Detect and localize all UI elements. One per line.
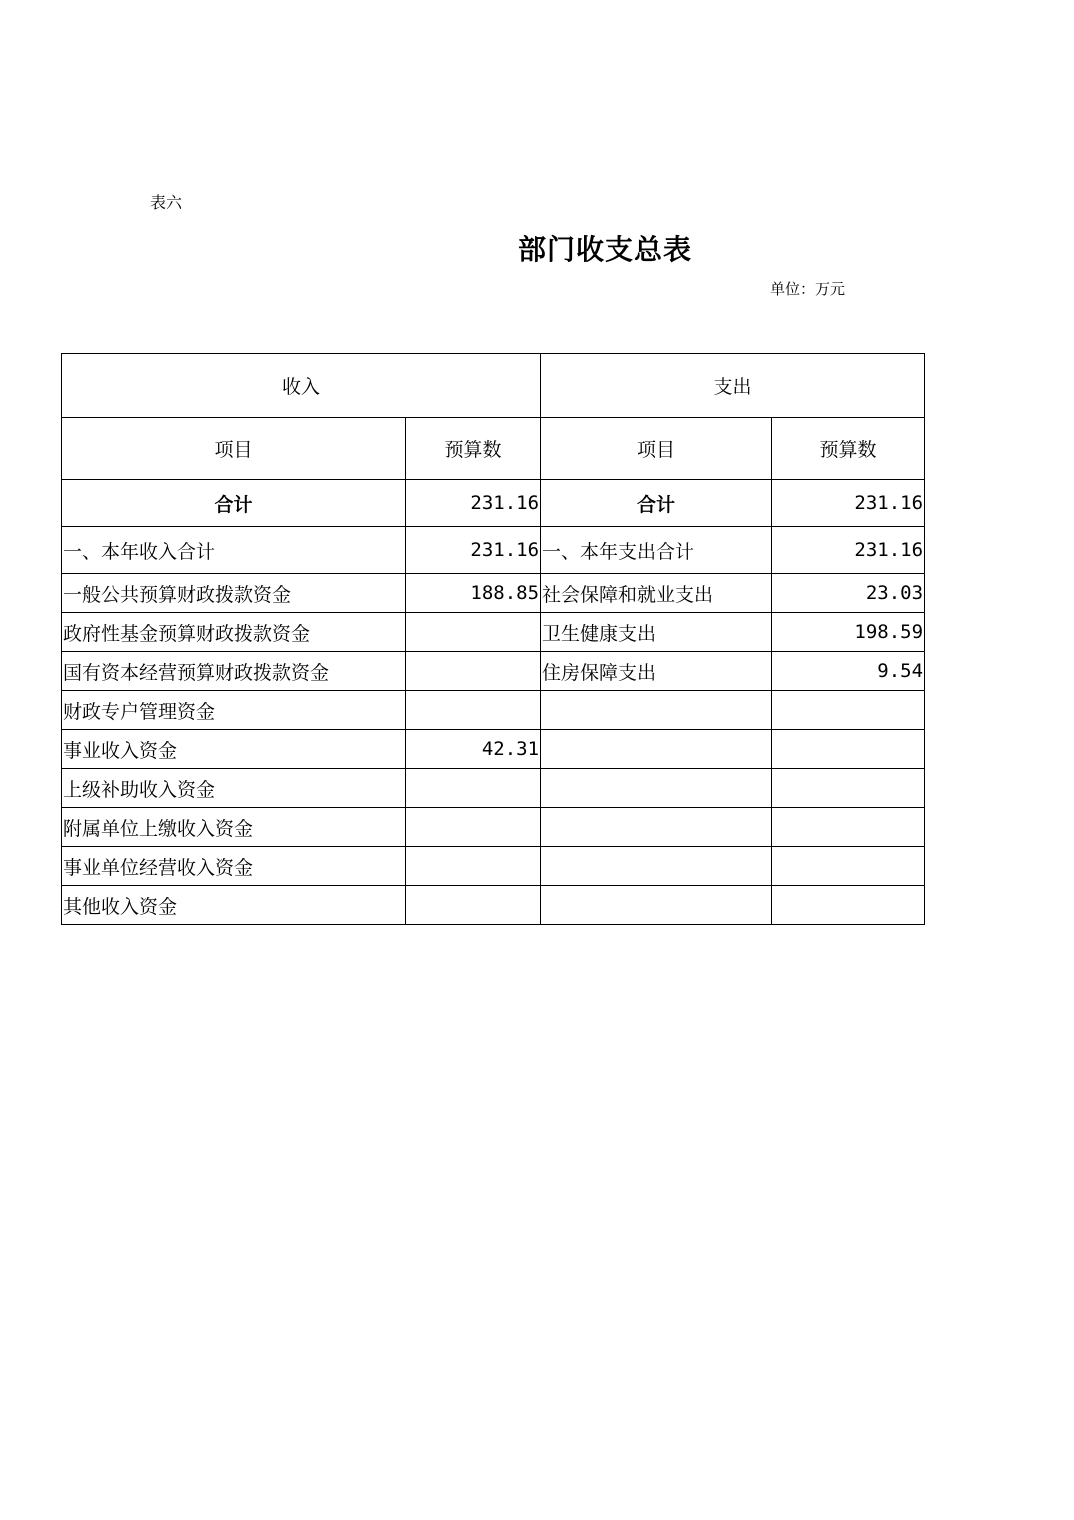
- income-value: [406, 613, 541, 652]
- income-item: 附属单位上缴收入资金: [62, 808, 406, 847]
- expense-item: [541, 886, 772, 925]
- expense-section-header: 支出: [541, 354, 925, 418]
- table-row: [62, 808, 925, 847]
- unit-label: 单位：万元: [770, 280, 846, 298]
- table-row: [62, 527, 925, 574]
- expense-value: 23.03: [772, 574, 925, 613]
- income-item: 国有资本经营预算财政拨款资金: [62, 652, 406, 691]
- expense-item: 社会保障和就业支出: [541, 574, 772, 613]
- expense-value: 9.54: [772, 652, 925, 691]
- income-total-label: 合计: [62, 480, 406, 527]
- income-section-header: 收入: [62, 354, 541, 418]
- expense-item: [541, 730, 772, 769]
- expense-item: [541, 847, 772, 886]
- page-title: 部门收支总表: [518, 233, 693, 266]
- income-value: 188.85: [406, 574, 541, 613]
- table-row: [62, 574, 925, 613]
- total-row: [62, 480, 925, 527]
- expense-item: 住房保障支出: [541, 652, 772, 691]
- expense-item: 一、本年支出合计: [541, 527, 772, 574]
- expense-value: 198.59: [772, 613, 925, 652]
- table-label: 表六: [150, 193, 183, 212]
- table-row: [62, 652, 925, 691]
- expense-total-label: 合计: [541, 480, 772, 527]
- income-item: 财政专户管理资金: [62, 691, 406, 730]
- income-value: 42.31: [406, 730, 541, 769]
- income-item: 其他收入资金: [62, 886, 406, 925]
- income-item: 事业单位经营收入资金: [62, 847, 406, 886]
- table-row: [62, 847, 925, 886]
- income-value: [406, 886, 541, 925]
- table-row: [62, 691, 925, 730]
- expense-item-header: 项目: [541, 418, 772, 480]
- income-item-header: 项目: [62, 418, 406, 480]
- income-item: 一、本年收入合计: [62, 527, 406, 574]
- expense-item: 卫生健康支出: [541, 613, 772, 652]
- expense-value: [772, 730, 925, 769]
- income-total-value: 231.16: [406, 480, 541, 527]
- table-row: [62, 886, 925, 925]
- expense-total-value: 231.16: [772, 480, 925, 527]
- expense-budget-header: 预算数: [772, 418, 925, 480]
- income-item: 一般公共预算财政拨款资金: [62, 574, 406, 613]
- income-item: 事业收入资金: [62, 730, 406, 769]
- expense-item: [541, 769, 772, 808]
- income-value: 231.16: [406, 527, 541, 574]
- budget-table: [61, 353, 925, 925]
- table-row: [62, 613, 925, 652]
- table-row: [62, 769, 925, 808]
- column-header-row: [62, 418, 925, 480]
- expense-item: [541, 808, 772, 847]
- income-item: 上级补助收入资金: [62, 769, 406, 808]
- income-item: 政府性基金预算财政拨款资金: [62, 613, 406, 652]
- income-budget-header: 预算数: [406, 418, 541, 480]
- income-value: [406, 769, 541, 808]
- expense-value: [772, 847, 925, 886]
- expense-value: 231.16: [772, 527, 925, 574]
- expense-value: [772, 808, 925, 847]
- income-value: [406, 652, 541, 691]
- expense-value: [772, 886, 925, 925]
- expense-value: [772, 691, 925, 730]
- income-value: [406, 691, 541, 730]
- section-header-row: [62, 354, 925, 418]
- income-value: [406, 847, 541, 886]
- income-value: [406, 808, 541, 847]
- expense-value: [772, 769, 925, 808]
- table-row: [62, 730, 925, 769]
- expense-item: [541, 691, 772, 730]
